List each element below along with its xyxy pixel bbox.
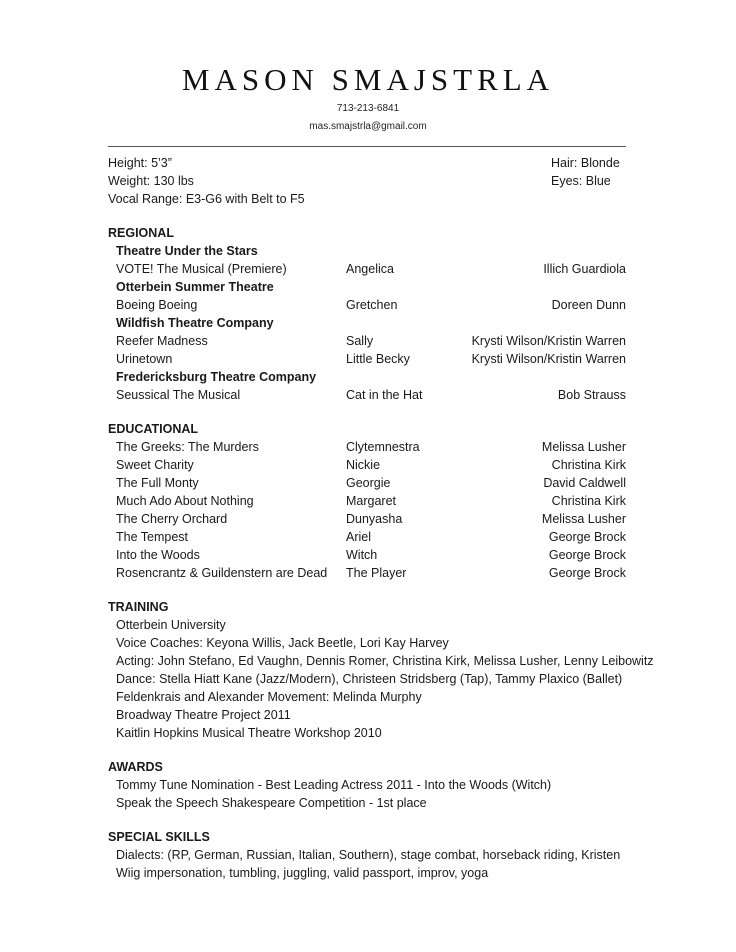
role-name: Sally: [346, 334, 374, 348]
resume-sections: [108, 224, 654, 898]
role-name: Little Becky: [346, 352, 410, 366]
company-name: Otterbein Summer Theatre: [116, 280, 274, 294]
role-name: Dunyasha: [346, 512, 403, 526]
role-name: Ariel: [346, 530, 372, 544]
director-name: Illich Guardiola: [543, 262, 626, 276]
show-title: Reefer Madness: [116, 334, 208, 348]
section-title: EDUCATIONAL: [108, 422, 199, 436]
director-name: Doreen Dunn: [551, 298, 626, 312]
header-divider: [108, 146, 626, 147]
director-name: Krysti Wilson/Kristin Warren: [471, 334, 626, 348]
show-title: Rosencrantz & Guildenstern are Dead: [116, 566, 328, 580]
stats-row: [108, 154, 626, 172]
role-name: Clytemnestra: [346, 440, 420, 454]
role-name: Angelica: [346, 262, 394, 276]
credit-row: [108, 546, 626, 564]
company-name: Wildfish Theatre Company: [116, 316, 274, 330]
director-name: Melissa Lusher: [541, 512, 626, 526]
award-item: Tommy Tune Nomination - Best Leading Actress 2011 - Into the Woods (Witch): [116, 778, 552, 792]
role-name: The Player: [346, 566, 407, 580]
training-item: Feldenkrais and Alexander Movement: Melinda Murphy: [116, 690, 422, 704]
credit-row: [108, 350, 626, 368]
section-title: TRAINING: [108, 600, 169, 614]
show-title: Sweet Charity: [116, 458, 194, 472]
company-name: Fredericksburg Theatre Company: [116, 370, 317, 384]
training-item: Dance: Stella Hiatt Kane (Jazz/Modern), Christeen Stridsberg (Tap), Tammy Plaxico (Ballet): [116, 672, 623, 686]
credit-row: [108, 386, 626, 404]
show-title: The Greeks: The Murders: [116, 440, 259, 454]
show-title: VOTE! The Musical (Premiere): [116, 262, 287, 276]
awards-section: [108, 758, 626, 812]
training-item: Otterbein University: [116, 618, 226, 632]
eyes: Eyes: Blue: [551, 174, 611, 188]
credit-row: [108, 528, 626, 546]
credit-row: [108, 438, 626, 456]
director-name: David Caldwell: [543, 476, 626, 490]
regional-section: [108, 224, 626, 404]
training-item: Voice Coaches: Keyona Willis, Jack Beetle, Lori Kay Harvey: [116, 636, 449, 650]
role-name: Georgie: [346, 476, 391, 490]
special-skills-section: [108, 828, 626, 882]
show-title: Into the Woods: [116, 548, 200, 562]
show-title: The Cherry Orchard: [116, 512, 228, 526]
section-title: AWARDS: [108, 760, 163, 774]
show-title: Urinetown: [116, 352, 173, 366]
educational-section: [108, 420, 626, 582]
training-section: [108, 598, 654, 742]
credit-row: [108, 332, 626, 350]
role-name: Nickie: [346, 458, 381, 472]
physical-stats: [108, 154, 626, 208]
weight: Weight: 130 lbs: [108, 174, 194, 188]
training-item: Kaitlin Hopkins Musical Theatre Workshop 2010: [116, 726, 382, 740]
training-item: Acting: John Stefano, Ed Vaughn, Dennis Romer, Christina Kirk, Melissa Lusher, Lenny Leibowitz: [116, 654, 654, 668]
credit-row: [108, 492, 626, 510]
director-name: George Brock: [548, 548, 626, 562]
award-item: Speak the Speech Shakespeare Competition - 1st place: [116, 796, 427, 810]
show-title: The Full Monty: [116, 476, 199, 490]
training-item: Broadway Theatre Project 2011: [116, 708, 291, 722]
hair: Hair: Blonde: [551, 156, 620, 170]
show-title: The Tempest: [116, 530, 189, 544]
credit-row: [108, 564, 626, 582]
height: Height: 5’3”: [108, 156, 172, 170]
stats-row: [108, 190, 626, 208]
director-name: Bob Strauss: [557, 388, 626, 402]
show-title: Boeing Boeing: [116, 298, 198, 312]
credit-row: [108, 474, 626, 492]
email-address: mas.smajstrla@gmail.com: [309, 121, 427, 132]
company-name: Theatre Under the Stars: [116, 244, 258, 258]
section-title: REGIONAL: [108, 226, 174, 240]
director-name: Christina Kirk: [551, 458, 626, 472]
credit-row: [108, 456, 626, 474]
role-name: Margaret: [346, 494, 397, 508]
credit-row: [108, 510, 626, 528]
director-name: Krysti Wilson/Kristin Warren: [471, 352, 626, 366]
role-name: Witch: [346, 548, 378, 562]
credit-row: [108, 260, 626, 278]
role-name: Gretchen: [346, 298, 398, 312]
vocal-range: Vocal Range: E3-G6 with Belt to F5: [108, 192, 305, 206]
phone-number: 713-213-6841: [336, 103, 400, 114]
director-name: Melissa Lusher: [541, 440, 626, 454]
section-title: SPECIAL SKILLS: [108, 830, 210, 844]
director-name: Christina Kirk: [551, 494, 626, 508]
director-name: George Brock: [548, 566, 626, 580]
show-title: Seussical The Musical: [116, 388, 241, 402]
stats-row: [108, 172, 626, 190]
credit-row: [108, 296, 626, 314]
role-name: Cat in the Hat: [346, 388, 423, 402]
director-name: George Brock: [548, 530, 626, 544]
special-skills-text: Dialects: (RP, German, Russian, Italian, Southern), stage combat, horseback riding, Kristen Wiig impersonation, tumbling, juggling, valid passport, improv, yoga: [116, 848, 621, 880]
show-title: Much Ado About Nothing: [116, 494, 254, 508]
candidate-name: MASON SMAJSTRLA: [181, 62, 555, 97]
